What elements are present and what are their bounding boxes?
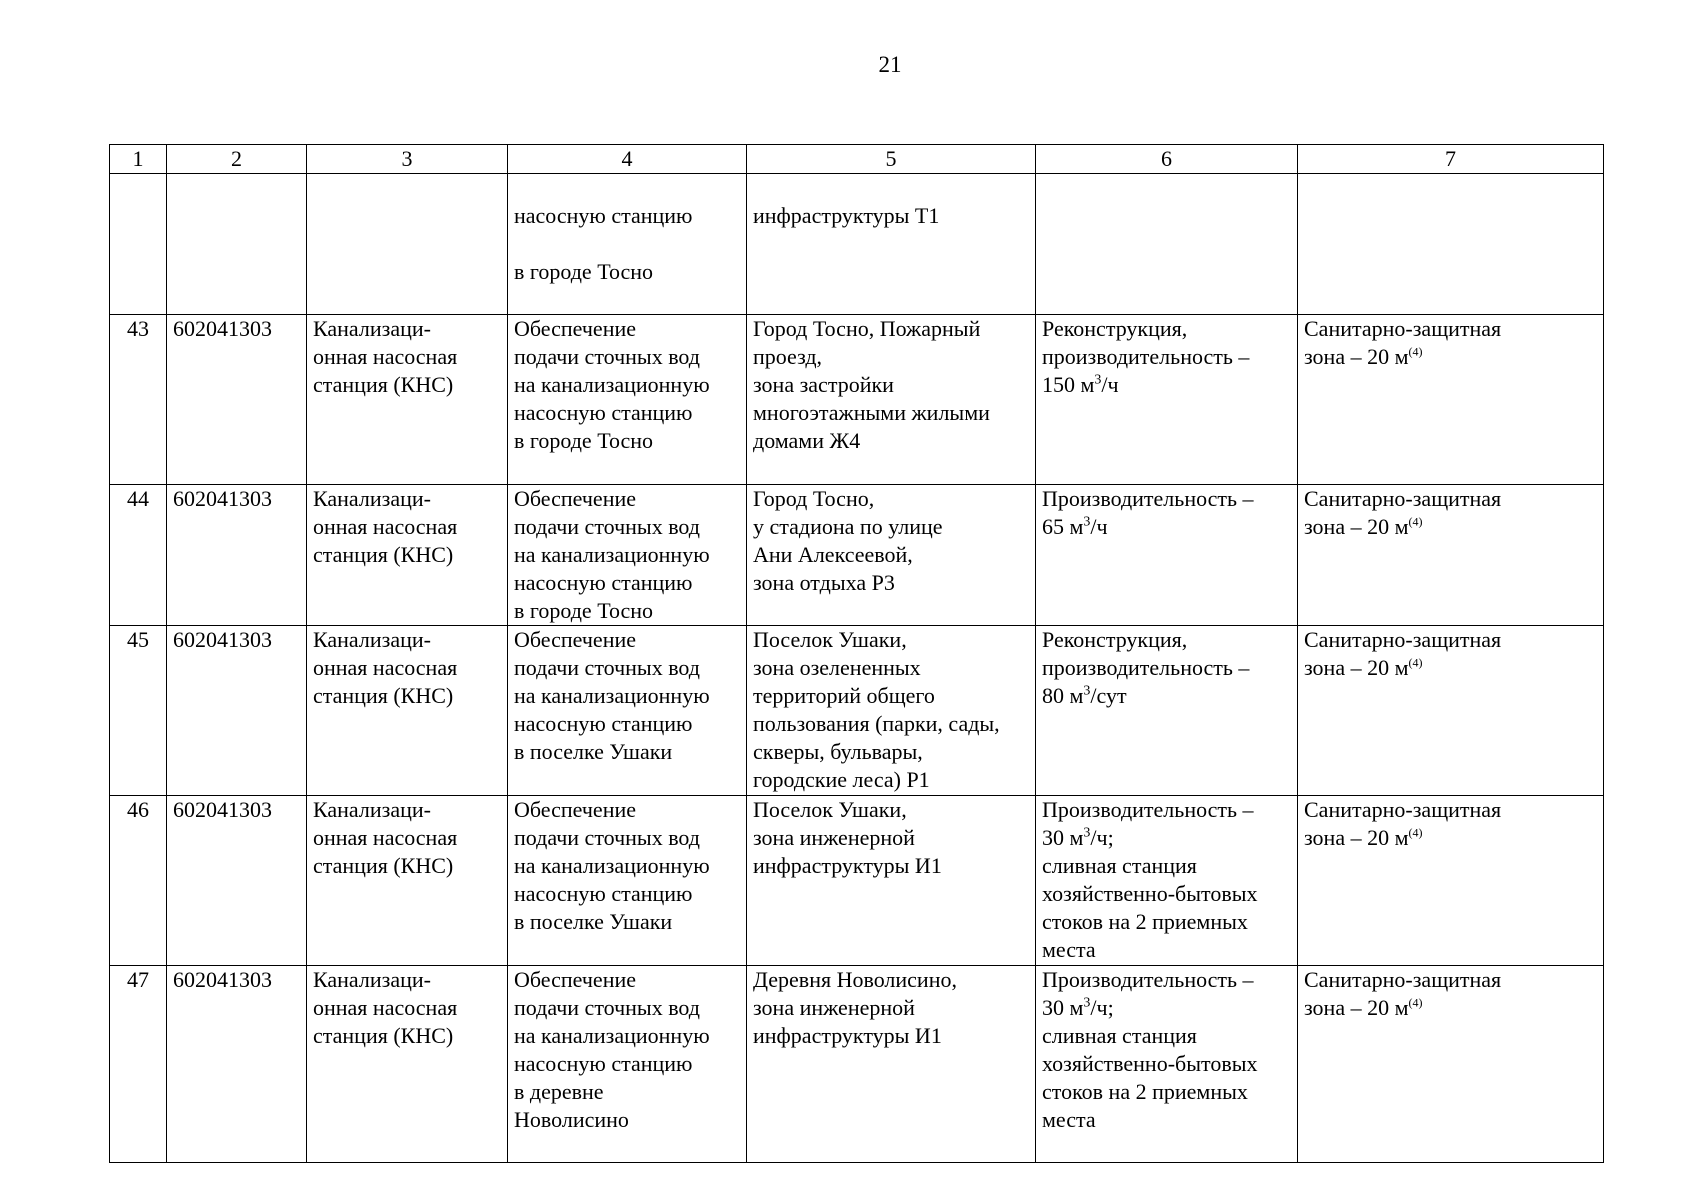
empty-cell — [167, 174, 307, 315]
text-line — [1042, 513, 1291, 541]
text-line: сливная станция — [1042, 1023, 1197, 1048]
text-line: в поселке Ушаки — [514, 909, 673, 934]
text-line: подачи сточных вод — [514, 344, 700, 369]
text-line: Обеспечение — [514, 316, 636, 341]
text-line — [1042, 824, 1291, 852]
name-cell — [307, 796, 508, 966]
characteristics-cell — [1036, 485, 1298, 626]
text-line: инфраструктуры И1 — [753, 1023, 942, 1048]
location-cell — [747, 626, 1036, 796]
text-line: онная насосная — [313, 825, 458, 850]
column-number: 1 — [110, 145, 167, 174]
text-line: насосную станцию — [514, 711, 693, 736]
text-line: проезд, — [753, 344, 823, 369]
text-line: Санитарно-защитная — [1304, 486, 1502, 511]
text-line: зона инженерной — [753, 825, 915, 850]
capacity-unit: /ч — [1101, 372, 1119, 397]
zone-value: зона – 20 м — [1304, 655, 1409, 680]
text-line: насосную станцию — [514, 203, 693, 228]
characteristics-cell — [1036, 796, 1298, 966]
text-line: подачи сточных вод — [514, 514, 700, 539]
unit-exponent: 3 — [1083, 683, 1091, 699]
text-line — [1304, 513, 1597, 541]
capacity-value: 150 м — [1042, 372, 1095, 397]
row-number-cell: 44 — [110, 485, 167, 626]
text-line: производительность – — [1042, 655, 1250, 680]
text-line: домами Ж4 — [753, 428, 861, 453]
text-line: стоков на 2 приемных — [1042, 909, 1248, 934]
text-line: насосную станцию — [514, 1051, 693, 1076]
name-cell — [307, 485, 508, 626]
text-line: Производительность – — [1042, 967, 1254, 992]
name-cell — [307, 315, 508, 485]
empty-cell — [110, 174, 167, 315]
text-line: Деревня Новолисино, — [753, 967, 957, 992]
capacity-unit: /ч; — [1090, 995, 1114, 1020]
text-line: зона застройки — [753, 372, 894, 397]
text-line: онная насосная — [313, 344, 458, 369]
text-line: Канализаци- — [313, 316, 431, 341]
text-line: у стадиона по улице — [753, 514, 943, 539]
empty-cell — [1036, 174, 1298, 315]
purpose-cell — [508, 485, 747, 626]
text-line: онная насосная — [313, 995, 458, 1020]
text-line: Канализаци- — [313, 627, 431, 652]
text-line: онная насосная — [313, 514, 458, 539]
zone-value: зона – 20 м — [1304, 344, 1409, 369]
text-line: Обеспечение — [514, 627, 636, 652]
text-line — [1304, 994, 1597, 1022]
zone-cell — [1298, 796, 1604, 966]
purpose-cell — [508, 315, 747, 485]
unit-exponent: 3 — [1083, 995, 1091, 1011]
text-line — [1042, 682, 1291, 710]
footnote-ref: (4) — [1408, 825, 1423, 840]
code-cell: 602041303 — [167, 626, 307, 796]
empty-cell — [307, 174, 508, 315]
zone-value: зона – 20 м — [1304, 995, 1409, 1020]
capacity-value: 30 м — [1042, 825, 1084, 850]
text-line: Санитарно-защитная — [1304, 627, 1502, 652]
code-cell: 602041303 — [167, 315, 307, 485]
text-line: станция (КНС) — [313, 1023, 454, 1048]
footnote-ref: (4) — [1408, 995, 1423, 1010]
text-line: Обеспечение — [514, 486, 636, 511]
text-line: Санитарно-защитная — [1304, 316, 1502, 341]
text-line: зона отдыха Р3 — [753, 570, 895, 595]
text-line: в поселке Ушаки — [514, 739, 673, 764]
text-line: стоков на 2 приемных — [1042, 1079, 1248, 1104]
text-line: скверы, бульвары, — [753, 739, 923, 764]
text-line: инфраструктуры Т1 — [753, 203, 940, 228]
row-number-cell: 47 — [110, 966, 167, 1163]
text-line: Город Тосно, — [753, 486, 875, 511]
purpose-cell — [508, 966, 747, 1163]
location-cell — [747, 796, 1036, 966]
column-number: 5 — [747, 145, 1036, 174]
text-line — [1304, 343, 1597, 371]
text-line: в городе Тосно — [514, 428, 654, 453]
text-line: сливная станция — [1042, 853, 1197, 878]
text-line: на канализационную — [514, 372, 710, 397]
text-line: в деревне — [514, 1079, 604, 1104]
text-line: на канализационную — [514, 683, 710, 708]
unit-exponent: 3 — [1094, 372, 1102, 388]
location-cell — [747, 485, 1036, 626]
text-line: многоэтажными жилыми — [753, 400, 990, 425]
text-line: Канализаци- — [313, 486, 431, 511]
text-line: Производительность – — [1042, 797, 1254, 822]
page-number: 21 — [878, 52, 902, 77]
capacity-value: 30 м — [1042, 995, 1084, 1020]
text-line: Санитарно-защитная — [1304, 797, 1502, 822]
location-cell — [747, 315, 1036, 485]
text-line: станция (КНС) — [313, 683, 454, 708]
table-row — [110, 485, 1604, 626]
name-cell — [307, 966, 508, 1163]
text-line — [1304, 654, 1597, 682]
zone-value: зона – 20 м — [1304, 825, 1409, 850]
text-line: насосную станцию — [514, 881, 693, 906]
column-number: 4 — [508, 145, 747, 174]
text-line: Поселок Ушаки, — [753, 627, 907, 652]
text-line: онная насосная — [313, 655, 458, 680]
text-line: Обеспечение — [514, 797, 636, 822]
column-number: 6 — [1036, 145, 1298, 174]
row-number-cell: 45 — [110, 626, 167, 796]
purpose-cell — [508, 626, 747, 796]
unit-exponent: 3 — [1083, 825, 1091, 841]
location-cell — [747, 174, 1036, 315]
text-line: Производительность – — [1042, 486, 1254, 511]
code-cell: 602041303 — [167, 966, 307, 1163]
footnote-ref: (4) — [1408, 655, 1423, 670]
characteristics-cell — [1036, 626, 1298, 796]
table-row — [110, 315, 1604, 485]
text-line: Санитарно-защитная — [1304, 967, 1502, 992]
text-line: Канализаци- — [313, 967, 431, 992]
text-line: станция (КНС) — [313, 542, 454, 567]
text-line: Канализаци- — [313, 797, 431, 822]
column-number: 2 — [167, 145, 307, 174]
text-line: Реконструкция, — [1042, 627, 1188, 652]
zone-cell — [1298, 626, 1604, 796]
text-line: Ани Алексеевой, — [753, 542, 913, 567]
text-line: городские леса) Р1 — [753, 767, 930, 792]
table-row — [110, 626, 1604, 796]
text-line: на канализационную — [514, 1023, 710, 1048]
characteristics-cell — [1036, 966, 1298, 1163]
capacity-value: 80 м — [1042, 683, 1084, 708]
text-line: насосную станцию — [514, 400, 693, 425]
capacity-unit: /ч; — [1090, 825, 1114, 850]
text-line: зона инженерной — [753, 995, 915, 1020]
characteristics-cell — [1036, 315, 1298, 485]
text-line: Город Тосно, Пожарный — [753, 316, 981, 341]
table-row — [110, 966, 1604, 1163]
text-line: в городе Тосно — [514, 259, 654, 284]
text-line: зона озелененных — [753, 655, 921, 680]
text-line: Реконструкция, — [1042, 316, 1188, 341]
footnote-ref: (4) — [1408, 514, 1423, 529]
text-line: производительность – — [1042, 344, 1250, 369]
text-line: станция (КНС) — [313, 853, 454, 878]
objects-table — [109, 144, 1604, 1163]
text-line: места — [1042, 1107, 1096, 1132]
text-line: инфраструктуры И1 — [753, 853, 942, 878]
text-line: Обеспечение — [514, 967, 636, 992]
text-line: на канализационную — [514, 542, 710, 567]
purpose-cell — [508, 174, 747, 315]
text-line: Поселок Ушаки, — [753, 797, 907, 822]
text-line: хозяйственно-бытовых — [1042, 881, 1258, 906]
text-line — [1304, 824, 1597, 852]
purpose-cell — [508, 796, 747, 966]
column-number-row — [110, 145, 1604, 174]
row-number-cell: 43 — [110, 315, 167, 485]
text-line: пользования (парки, сады, — [753, 711, 1000, 736]
text-line: подачи сточных вод — [514, 825, 700, 850]
table-row — [110, 796, 1604, 966]
text-line: территорий общего — [753, 683, 935, 708]
row-number-cell: 46 — [110, 796, 167, 966]
text-line: места — [1042, 937, 1096, 962]
text-line: в городе Тосно — [514, 598, 654, 623]
text-line — [1042, 371, 1291, 399]
unit-exponent: 3 — [1083, 514, 1091, 530]
text-line: станция (КНС) — [313, 372, 454, 397]
text-line: подачи сточных вод — [514, 655, 700, 680]
capacity-unit: /сут — [1090, 683, 1127, 708]
capacity-value: 65 м — [1042, 514, 1084, 539]
text-line: насосную станцию — [514, 570, 693, 595]
location-cell — [747, 966, 1036, 1163]
continuation-row — [110, 174, 1604, 315]
name-cell — [307, 626, 508, 796]
column-number: 3 — [307, 145, 508, 174]
text-line: на канализационную — [514, 853, 710, 878]
zone-cell — [1298, 315, 1604, 485]
text-line — [1042, 994, 1291, 1022]
code-cell: 602041303 — [167, 796, 307, 966]
text-line: подачи сточных вод — [514, 995, 700, 1020]
zone-cell — [1298, 966, 1604, 1163]
capacity-unit: /ч — [1090, 514, 1108, 539]
column-number: 7 — [1298, 145, 1604, 174]
zone-value: зона – 20 м — [1304, 514, 1409, 539]
zone-cell — [1298, 485, 1604, 626]
text-line: хозяйственно-бытовых — [1042, 1051, 1258, 1076]
footnote-ref: (4) — [1408, 344, 1423, 359]
empty-cell — [1298, 174, 1604, 315]
code-cell: 602041303 — [167, 485, 307, 626]
text-line: Новолисино — [514, 1107, 629, 1132]
